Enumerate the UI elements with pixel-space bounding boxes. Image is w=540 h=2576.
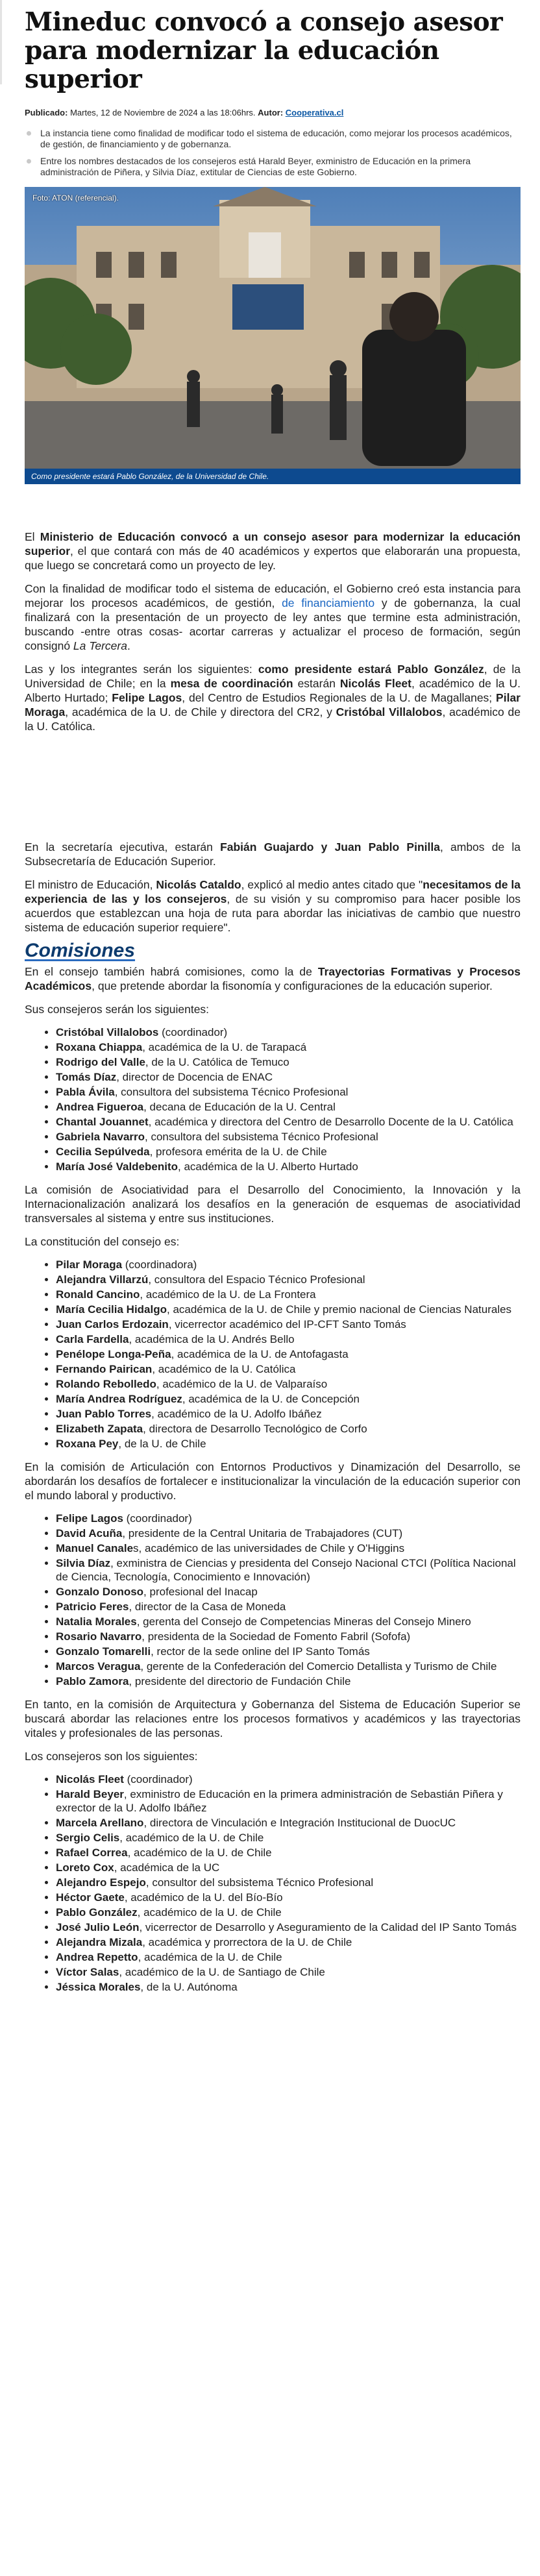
list-item [56, 1055, 521, 1069]
ad-spacer [25, 742, 521, 840]
member-description: , de la U. de Chile [118, 1438, 206, 1450]
list-item [56, 1422, 521, 1436]
member-description: , académica de la U. de Antofagasta [171, 1348, 349, 1360]
list-item [56, 1556, 521, 1584]
member-description: , director de Docencia de ENAC [116, 1071, 273, 1083]
member-name: Natalia Morales [56, 1615, 137, 1628]
member-description: , directora de Desarrollo Tecnológico de Corfo [143, 1423, 367, 1435]
list-intro: Los consejeros son los siguientes: [25, 1750, 198, 1763]
hero-photo-illustration [25, 187, 521, 484]
list-item [56, 1288, 521, 1301]
list-item [56, 1773, 521, 1786]
list-item [56, 1258, 521, 1271]
member-description: , director de la Casa de Moneda [129, 1601, 286, 1613]
list-item [56, 1787, 521, 1815]
member-name: Juan Pablo Torres [56, 1408, 152, 1420]
member-description: , consultor del subsistema Técnico Profesional [145, 1876, 374, 1889]
commission-list-articulacion [25, 1512, 521, 1688]
member-description: , consultora del subsistema Técnico Profesional [114, 1086, 349, 1098]
list-item [56, 1950, 521, 1964]
member-name: Andrea Figueroa [56, 1101, 144, 1113]
member-name: Juan Carlos Erdozain [56, 1318, 169, 1331]
list-item [56, 1980, 521, 1994]
member-description: , académica de la U. Andrés Bello [129, 1333, 295, 1345]
member-description: , académica de la U. Alberto Hurtado [178, 1160, 358, 1173]
list-item [56, 1861, 521, 1874]
member-description: , presidenta de la Sociedad de Fomento Fabril (Sofofa) [141, 1630, 411, 1643]
member-name: Ronald Cancino [56, 1288, 140, 1301]
list-item [56, 1273, 521, 1286]
member-description: , académico de la U. Católica [152, 1363, 296, 1375]
list-item [56, 1040, 521, 1054]
summary-item: La instancia tiene como finalidad de modificar todo el sistema de educación, como mejorar los procesos académicos, de gestión, de financiamiento y de gobernanza. [25, 128, 521, 150]
member-name: Sergio Celis [56, 1832, 120, 1844]
list-item [56, 1600, 521, 1613]
summary-item: Entre los nombres destacados de los consejeros está Harald Beyer, exministro de Educación en la primera administración de Piñera, y Silvia Díaz, extitular de Ciencias de este Gobierno. [25, 156, 521, 178]
list-item [56, 1392, 521, 1406]
member-name: José Julio León [56, 1921, 140, 1933]
member-name: Jéssica Morales [56, 1981, 141, 1993]
list-item [56, 1332, 521, 1346]
paragraph: Las y los integrantes serán los siguientes: como presidente estará Pablo González, de la Universidad de Chile; en la mesa de coordinación estarán Nicolás Fleet, académico de la U. Alberto Hurtado; Felipe Lagos, del Centro de Estudios Regionales de la U. de Magallanes; Pilar Moraga, académica de la U. de Chile y directora del CR2, y Cristóbal Villalobos, académico de la U. Católica. [25, 663, 521, 733]
published-date: Martes, 12 de Noviembre de 2024 a las 18:06hrs. [70, 108, 256, 117]
published-label: Publicado: [25, 108, 68, 117]
list-item [56, 1541, 521, 1555]
member-description: , académica de la U. de Concepción [182, 1393, 360, 1405]
member-name: Rolando Rebolledo [56, 1378, 156, 1390]
member-name: Nicolás Fleet [56, 1773, 124, 1785]
member-name: Andrea Repetto [56, 1951, 138, 1963]
list-item [56, 1920, 521, 1934]
member-name: Rodrigo del Valle [56, 1056, 145, 1068]
member-name: Alejandra Villarzú [56, 1273, 149, 1286]
member-name: Felipe Lagos [56, 1512, 123, 1525]
member-name: Alejandra Mizala [56, 1936, 143, 1948]
member-description: , de la U. Autónoma [140, 1981, 238, 1993]
member-name: Carla Fardella [56, 1333, 129, 1345]
member-description: , académica de la U. de Tarapacá [142, 1041, 307, 1053]
list-item [56, 1906, 521, 1919]
member-name: Manuel Canale [56, 1542, 134, 1554]
hero-photo [25, 187, 521, 484]
member-name: Gonzalo Tomarelli [56, 1645, 151, 1658]
list-item [56, 1935, 521, 1949]
list-item [56, 1846, 521, 1859]
member-description: , académico de la U. de La Frontera [140, 1288, 316, 1301]
member-description: , académico de la U. de Chile [119, 1832, 264, 1844]
member-description: , de la U. Católica de Temuco [145, 1056, 289, 1068]
article [25, 0, 521, 2003]
article-title: Mineduc convocó a consejo asesor para modernizar la educación superior [25, 7, 503, 94]
paragraph: En tanto, en la comisión de Arquitectura y Gobernanza del Sistema de Educación Superior se buscará abordar las relaciones entre los procesos formativos y académicos y las trayectorias vitales y profesionales de las personas. [25, 1698, 521, 1739]
member-description: , académica y directora del Centro de Desarrollo Docente de la U. Católica [148, 1116, 513, 1128]
member-name: Loreto Cox [56, 1861, 114, 1874]
member-name: Héctor Gaete [56, 1891, 125, 1904]
paragraph: El Ministerio de Educación convocó a un consejo asesor para modernizar la educación superior, el que contará con más de 40 académicos y expertos que elaborarán una propuesta, que luego se concretará como un proyecto de ley. [25, 530, 521, 572]
list-item [56, 1347, 521, 1361]
member-name: Rosario Navarro [56, 1630, 142, 1643]
photo-caption: Como presidente estará Pablo González, de la Universidad de Chile. [25, 469, 521, 484]
paragraph: En el consejo también habrá comisiones, como la de Trayectorias Formativas y Procesos Académicos, que pretende abordar la fisonomía y configuraciones de la educación superior. [25, 965, 521, 992]
list-item [56, 1615, 521, 1628]
member-description: , vicerrector académico del IP-CFT Santo Tomás [168, 1318, 406, 1331]
member-description: , académica y prorrectora de la U. de Chile [142, 1936, 352, 1948]
member-description: , vicerrector de Desarrollo y Aseguramiento de la Calidad del IP Santo Tomás [139, 1921, 517, 1933]
member-description: , gerente de la Confederación del Comercio Detallista y Turismo de Chile [140, 1660, 497, 1673]
list-item [56, 1085, 521, 1099]
paragraph: En la comisión de Articulación con Entornos Productivos y Dinamización del Desarrollo, se abordarán los desafíos de fortalecer e institucionalizar la vinculación de la educación superior con el mundo laboral y productivo. [25, 1460, 521, 1502]
summary-list [25, 128, 521, 178]
list-item [56, 1070, 521, 1084]
member-description: , académico de la U. de Chile [127, 1846, 272, 1859]
author-link[interactable]: Cooperativa.cl [285, 108, 344, 117]
member-name: Pablo Zamora [56, 1675, 129, 1687]
member-name: Rafael Correa [56, 1846, 128, 1859]
member-name: Roxana Pey [56, 1438, 119, 1450]
member-name: Fernando Pairican [56, 1363, 153, 1375]
member-name: Cristóbal Villalobos [56, 1026, 159, 1038]
list-item [56, 1645, 521, 1658]
member-name: Elizabeth Zapata [56, 1423, 143, 1435]
member-description: (coordinador) [123, 1512, 192, 1525]
member-description: , consultora del subsistema Técnico Profesional [145, 1131, 378, 1143]
list-item [56, 1876, 521, 1889]
member-name: Pabla Ávila [56, 1086, 115, 1098]
member-description: , académico de la U. de Chile [137, 1906, 282, 1919]
list-item [56, 1025, 521, 1039]
list-item [56, 1674, 521, 1688]
financing-link[interactable]: de financiamiento [282, 596, 375, 609]
member-name: María Andrea Rodríguez [56, 1393, 182, 1405]
member-name: Marcos Veragua [56, 1660, 141, 1673]
paragraph: Con la finalidad de modificar todo el sistema de educación, el Gobierno creó esta instancia para mejorar los procesos académicos, de gestión, de financiamiento y de gobernanza, la cual finalizará con la presentación de un proyecto de ley antes que termine esta administración, buscando -entre otras cosas- acortar carreras y actualizar el proceso de formación, según consignó La Tercera. [25, 582, 521, 652]
member-description: (coordinadora) [122, 1258, 197, 1271]
member-name: Víctor Salas [56, 1966, 119, 1978]
member-name: David Acuña [56, 1527, 123, 1539]
byline [25, 108, 521, 117]
member-description: , profesora emérita de la U. de Chile [149, 1146, 327, 1158]
member-name: Silvia Díaz [56, 1557, 111, 1569]
author-label: Autor: [258, 108, 284, 117]
member-name: Pilar Moraga [56, 1258, 123, 1271]
member-description: , académica de la U. de Chile y premio nacional de Ciencias Naturales [167, 1303, 512, 1316]
member-description: (coordinador) [123, 1773, 193, 1785]
list-item [56, 1303, 521, 1316]
list-item [56, 1407, 521, 1421]
section-title: Comisiones [25, 940, 136, 961]
paragraph: En la secretaría ejecutiva, estarán Fabián Guajardo y Juan Pablo Pinilla, ambos de la Subsecretaría de Educación Superior. [25, 840, 521, 868]
member-name: Harald Beyer [56, 1788, 124, 1800]
member-description: (coordinador) [158, 1026, 228, 1038]
list-intro: Sus consejeros serán los siguientes: [25, 1003, 210, 1016]
photo-credit: Foto: ATON (referencial). [32, 193, 119, 202]
member-name: María José Valdebenito [56, 1160, 178, 1173]
left-edge-rule [0, 0, 2, 84]
list-item [56, 1377, 521, 1391]
list-item [56, 1160, 521, 1173]
member-name: Tomás Díaz [56, 1071, 117, 1083]
member-description: , exministra de Ciencias y presidenta del Consejo Nacional CTCI (Política Nacional de Ciencia, Tecnología, Conocimiento e Innovación) [56, 1557, 516, 1583]
list-intro: La constitución del consejo es: [25, 1235, 180, 1248]
list-item [56, 1965, 521, 1979]
member-name: Penélope Longa-Peña [56, 1348, 171, 1360]
list-item [56, 1130, 521, 1144]
member-description: , académico de la U. de Santiago de Chile [119, 1966, 325, 1978]
member-name: Roxana Chiappa [56, 1041, 143, 1053]
member-name: Chantal Jouannet [56, 1116, 149, 1128]
member-description: s, académico de las universidades de Chile y O'Higgins [133, 1542, 405, 1554]
member-name: Alejandro Espejo [56, 1876, 146, 1889]
list-item [56, 1115, 521, 1129]
list-item [56, 1816, 521, 1830]
list-item [56, 1831, 521, 1845]
member-description: , profesional del Inacap [143, 1586, 258, 1598]
list-item [56, 1660, 521, 1673]
list-item [56, 1527, 521, 1540]
member-description: , exministro de Educación en la primera administración de Sebastián Piñera y exrector de la U. Adolfo Ibáñez [56, 1788, 503, 1814]
list-item [56, 1585, 521, 1599]
article-body [25, 530, 521, 1994]
list-item [56, 1318, 521, 1331]
paragraph: La comisión de Asociatividad para el Desarrollo del Conocimiento, la Innovación y la Internacionalización analizará los desafíos en la generación de esquemas de asociatividad transversales al sistema y entre sus instituciones. [25, 1183, 521, 1225]
commission-list-arquitectura [25, 1773, 521, 1994]
list-item [56, 1437, 521, 1451]
member-name: Gonzalo Donoso [56, 1586, 144, 1598]
member-description: , consultora del Espacio Técnico Profesional [148, 1273, 365, 1286]
member-name: Pablo González [56, 1906, 138, 1919]
member-description: , académico de la U. del Bío-Bío [124, 1891, 283, 1904]
member-name: Cecilia Sepúlveda [56, 1146, 150, 1158]
commission-list-asociatividad [25, 1258, 521, 1451]
member-description: , académico de la U. Adolfo Ibáñez [151, 1408, 322, 1420]
member-name: Gabriela Navarro [56, 1131, 145, 1143]
member-description: , presidente del directorio de Fundación Chile [129, 1675, 351, 1687]
commission-list-trayectorias [25, 1025, 521, 1173]
list-item [56, 1630, 521, 1643]
list-item [56, 1362, 521, 1376]
member-description: , gerenta del Consejo de Competencias Mineras del Consejo Minero [136, 1615, 471, 1628]
member-description: , presidente de la Central Unitaria de Trabajadores (CUT) [122, 1527, 403, 1539]
member-name: Patricio Feres [56, 1601, 129, 1613]
list-item [56, 1512, 521, 1525]
member-description: , rector de la sede online del IP Santo Tomás [151, 1645, 370, 1658]
paragraph: El ministro de Educación, Nicolás Cataldo, explicó al medio antes citado que "necesitamos de la experiencia de las y los consejeros, de su visión y su compromiso para hacer posible los acuerdos que establezcan una hoja de ruta para abordar las iniciativas de cambio que nuestro sistema de educación superior requiere". [25, 878, 521, 934]
list-item [56, 1891, 521, 1904]
member-description: , académica de la U. de Chile [138, 1951, 282, 1963]
list-item [56, 1145, 521, 1159]
member-name: María Cecilia Hidalgo [56, 1303, 167, 1316]
member-description: , académica de la UC [114, 1861, 220, 1874]
list-item [56, 1100, 521, 1114]
member-description: , decana de Educación de la U. Central [143, 1101, 336, 1113]
member-description: , directora de Vinculación e Integración Institucional de DuocUC [143, 1817, 456, 1829]
member-description: , académico de la U. de Valparaíso [156, 1378, 328, 1390]
member-name: Marcela Arellano [56, 1817, 144, 1829]
